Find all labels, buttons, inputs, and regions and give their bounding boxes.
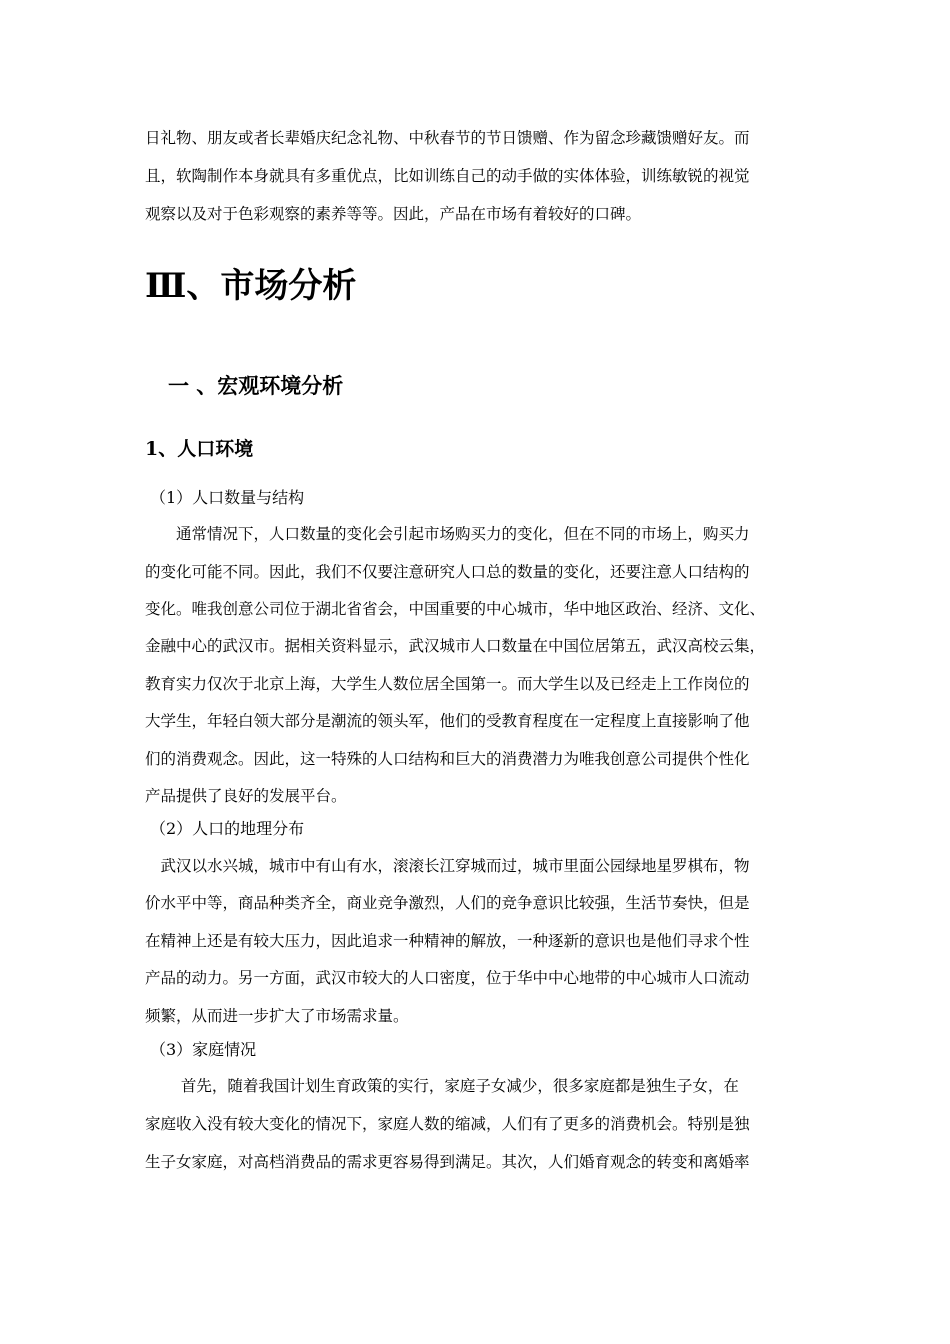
paragraph-line: 教育实力仅次于北京上海，大学生人数位居全国第一。而大学生以及已经走上工作岗位的 bbox=[145, 675, 750, 693]
paragraph-line: 武汉以水兴城，城市中有山有水，滚滚长江穿城而过，城市里面公园绿地星罗棋布，物 bbox=[145, 857, 750, 875]
paragraph-line: 产品提供了良好的发展平台。 bbox=[145, 787, 347, 805]
topic-title: 1、人口环境 bbox=[145, 438, 254, 460]
paragraph-line: 生子女家庭，对高档消费品的需求更容易得到满足。其次，人们婚育观念的转变和离婚率 bbox=[145, 1153, 750, 1171]
paragraph-line: 们的消费观念。因此，这一特殊的人口结构和巨大的消费潜力为唯我创意公司提供个性化 bbox=[145, 750, 750, 768]
paragraph-line: 通常情况下，人口数量的变化会引起市场购买力的变化，但在不同的市场上，购买力 bbox=[145, 525, 750, 543]
paragraph-line: 变化。唯我创意公司位于湖北省省会，中国重要的中心城市，华中地区政治、经济、文化、 bbox=[145, 600, 766, 618]
paragraph-line: 的变化可能不同。因此，我们不仅要注意研究人口总的数量的变化，还要注意人口结构的 bbox=[145, 563, 750, 581]
paragraph-line: 产品的动力。另一方面，武汉市较大的人口密度，位于华中中心地带的中心城市人口流动 bbox=[145, 969, 750, 987]
paragraph-line: 家庭收入没有较大变化的情况下，家庭人数的缩减，人们有了更多的消费机会。特别是独 bbox=[145, 1115, 750, 1133]
paragraph-line: 金融中心的武汉市。据相关资料显示，武汉城市人口数量在中国位居第五，武汉高校云集， bbox=[145, 637, 766, 655]
intro-line: 且，软陶制作本身就具有多重优点，比如训练自己的动手做的实体体验，训练敏锐的视觉 bbox=[145, 167, 750, 185]
paragraph-line: 大学生，年轻白领大部分是潮流的领头军，他们的受教育程度在一定程度上直接影响了他 bbox=[145, 712, 750, 730]
intro-line: 观察以及对于色彩观察的素养等等。因此，产品在市场有着较好的口碑。 bbox=[145, 205, 642, 223]
subsection-title: 一 、宏观环境分析 bbox=[168, 373, 344, 398]
section-title: Ⅲ、市场分析 bbox=[145, 266, 357, 306]
item-heading: （3）家庭情况 bbox=[150, 1040, 257, 1059]
paragraph-line: 在精神上还是有较大压力，因此追求一种精神的解放，一种逐新的意识也是他们寻求个性 bbox=[145, 932, 750, 950]
intro-line: 日礼物、朋友或者长辈婚庆纪念礼物、中秋春节的节日馈赠、作为留念珍藏馈赠好友。而 bbox=[145, 129, 750, 147]
paragraph-line: 首先，随着我国计划生育政策的实行，家庭子女减少，很多家庭都是独生子女，在 bbox=[145, 1077, 739, 1095]
item-heading: （1）人口数量与结构 bbox=[150, 488, 305, 507]
paragraph-line: 频繁，从而进一步扩大了市场需求量。 bbox=[145, 1007, 409, 1025]
paragraph-line: 价水平中等，商品种类齐全，商业竞争激烈，人们的竞争意识比较强，生活节奏快，但是 bbox=[145, 894, 750, 912]
item-heading: （2）人口的地理分布 bbox=[150, 819, 305, 838]
